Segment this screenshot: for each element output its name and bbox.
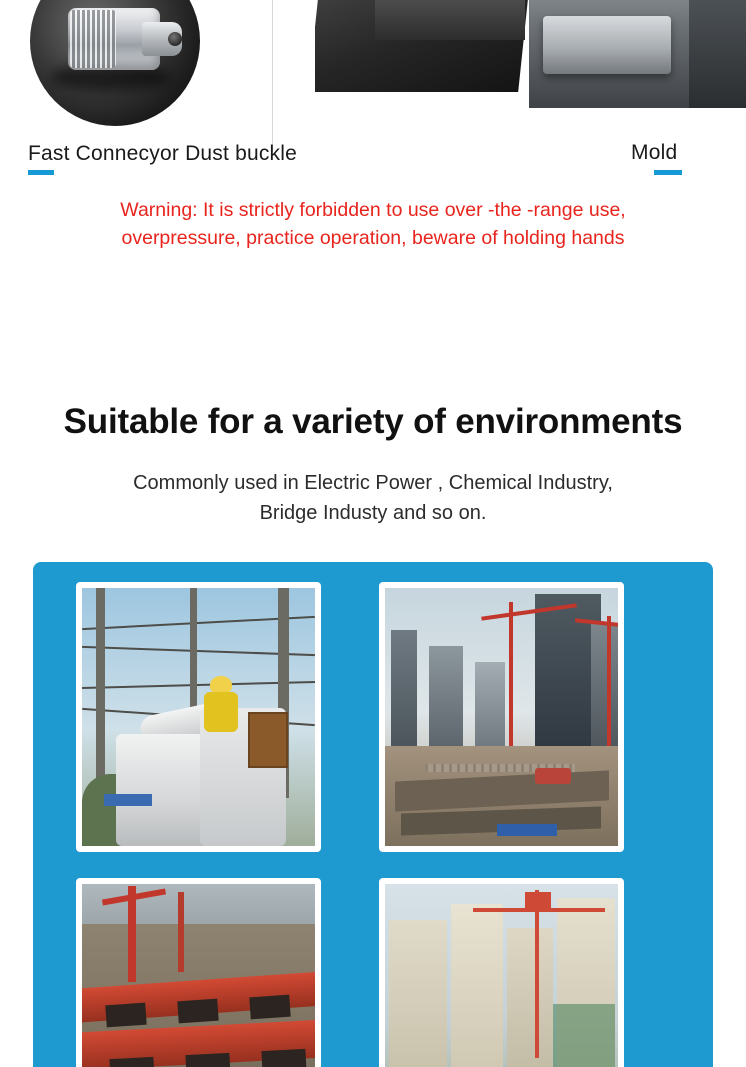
formwork-cavity	[249, 995, 290, 1020]
mold-dark-top	[375, 0, 525, 40]
mold-photo-cell	[315, 0, 746, 178]
section-title: Suitable for a variety of environments	[63, 402, 683, 441]
site-truck	[535, 768, 571, 784]
environment-gallery	[33, 562, 713, 1067]
connector-knurl	[70, 10, 116, 68]
mold-base-backdrop	[315, 108, 746, 152]
building	[475, 662, 505, 750]
gallery-grid	[76, 582, 674, 1067]
left-photo-caption: Fast Connecyor Dust buckle	[28, 142, 297, 165]
mold-jaw	[543, 16, 671, 74]
gallery-photo-residential-crane[interactable]	[379, 878, 624, 1067]
crane-mast	[535, 890, 539, 1058]
formwork-cavity	[177, 999, 218, 1024]
safety-net	[553, 1004, 615, 1067]
apartment-building	[451, 904, 503, 1067]
warning-text	[0, 196, 746, 252]
crane-mast	[178, 892, 184, 972]
crane-mast	[128, 886, 136, 982]
ground-detail	[497, 824, 557, 836]
crane-mast	[509, 602, 513, 752]
crane-mast	[607, 616, 611, 746]
connector-port	[168, 32, 182, 46]
section-subtitle	[0, 468, 746, 528]
connector-image	[30, 0, 200, 126]
formwork-cavity	[261, 1049, 306, 1067]
formwork-cavity	[109, 1057, 154, 1067]
gallery-photo-construction-site[interactable]	[379, 582, 624, 852]
gallery-photo-bridge-formwork[interactable]	[76, 878, 321, 1067]
utility-pole	[190, 588, 197, 708]
building	[391, 630, 417, 750]
building	[591, 624, 621, 754]
subtitle-line-2: Bridge Industy and so on.	[259, 502, 487, 524]
left-caption-underline	[28, 170, 54, 175]
apartment-building	[389, 920, 447, 1067]
ground-detail	[104, 794, 152, 806]
formwork-cavity	[185, 1053, 230, 1067]
photo-divider	[272, 0, 273, 152]
worker-vest	[204, 692, 238, 732]
apartment-building	[507, 928, 553, 1067]
mold-right-column	[689, 0, 746, 108]
right-photo-caption: Mold	[631, 141, 678, 164]
equipment-box	[248, 712, 288, 768]
building	[429, 646, 463, 750]
warning-line-1: Warning: It is strictly forbidden to use over -the -range use,	[120, 199, 626, 221]
crane-jib	[473, 908, 605, 912]
right-caption-underline	[654, 170, 682, 175]
subtitle-line-1: Commonly used in Electric Power , Chemical Industry,	[133, 472, 613, 494]
gallery-photo-electric-power[interactable]	[76, 582, 321, 852]
mold-image	[315, 0, 746, 152]
warning-line-2: overpressure, practice operation, beware of holding hands	[121, 227, 625, 249]
formwork-cavity	[105, 1003, 146, 1028]
